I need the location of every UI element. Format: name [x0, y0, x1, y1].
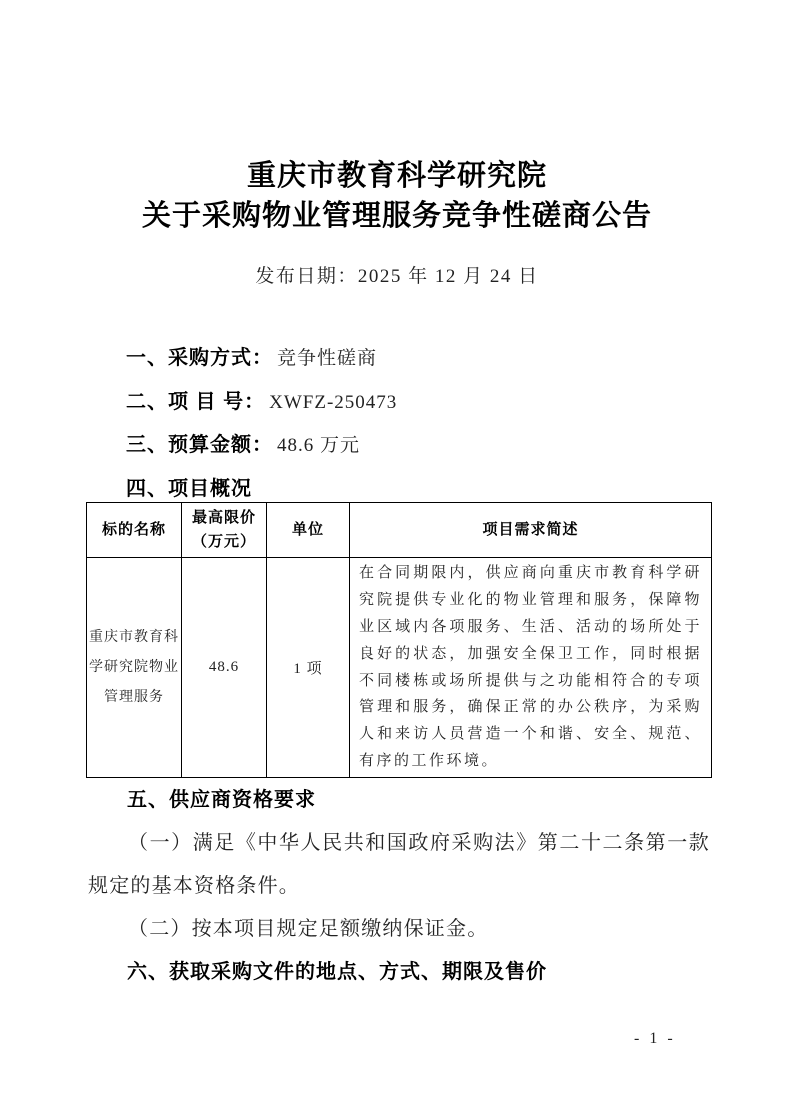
header-requirement-summary: 项目需求简述: [350, 503, 712, 558]
section-budget: [126, 424, 726, 468]
page-number: - 1 -: [634, 1030, 676, 1047]
section-procurement-method: [126, 337, 726, 381]
section-procurement-method-label: 一、采购方式：: [126, 347, 273, 369]
section-procurement-method-value: 竞争性磋商: [277, 348, 378, 369]
section-project-overview-label: 四、项目概况: [126, 477, 252, 500]
cell-unit: 1 项: [267, 558, 350, 778]
section-project-number-label: 二、项 目 号：: [126, 390, 266, 413]
cell-max-price: 48.6: [182, 558, 267, 778]
cell-subject-name: [87, 558, 182, 778]
header-subject-name: 标的名称: [87, 503, 182, 558]
header-max-price-line2: （万元）: [191, 534, 256, 550]
section-document-acquisition-heading: 六、获取采购文件的地点、方式、期限及售价: [127, 961, 547, 983]
subject-name-text: 重庆市教育科学研究院物业管理服务: [89, 629, 179, 705]
section-supplier-qualification-heading: 五、供应商资格要求: [127, 789, 316, 811]
qualification-block: [88, 779, 710, 994]
project-overview-table: [86, 502, 712, 778]
section-list: [126, 337, 726, 510]
header-max-price: [182, 503, 267, 558]
section-project-number-value: XWFZ-250473: [269, 391, 398, 413]
section-budget-value: 48.6 万元: [277, 435, 361, 456]
document-title-line1: 重庆市教育科学研究院: [246, 160, 547, 192]
document-title: [0, 156, 794, 236]
header-unit: 单位: [267, 503, 350, 558]
section-budget-label: 三、预算金额：: [126, 434, 273, 456]
qualification-item-1: （一）满足《中华人民共和国政府采购法》第二十二条第一款规定的基本资格条件。: [88, 832, 710, 897]
table-header-row: [87, 503, 712, 558]
publish-date: 发布日期：2025 年 12 月 24 日: [255, 266, 539, 287]
table-row: [87, 558, 712, 778]
document-title-line2: 关于采购物业管理服务竞争性磋商公告: [141, 200, 652, 232]
cell-requirement-summary: 在合同期限内，供应商向重庆市教育科学研究院提供专业化的物业管理和服务，保障物业区域内各项服务、生活、活动的场所处于良好的状态，加强安全保卫工作，同时根据不同楼栋或场所提供与之功能相符合的专项管理和服务，确保正常的办公秩序，为采购人和来访人员营造一个和谐、安全、规范、有序的工作环境。: [350, 558, 712, 778]
header-max-price-line1: 最高限价: [191, 510, 256, 526]
section-project-number: [126, 381, 726, 425]
qualification-item-2: （二）按本项目规定足额缴纳保证金。: [128, 918, 489, 940]
